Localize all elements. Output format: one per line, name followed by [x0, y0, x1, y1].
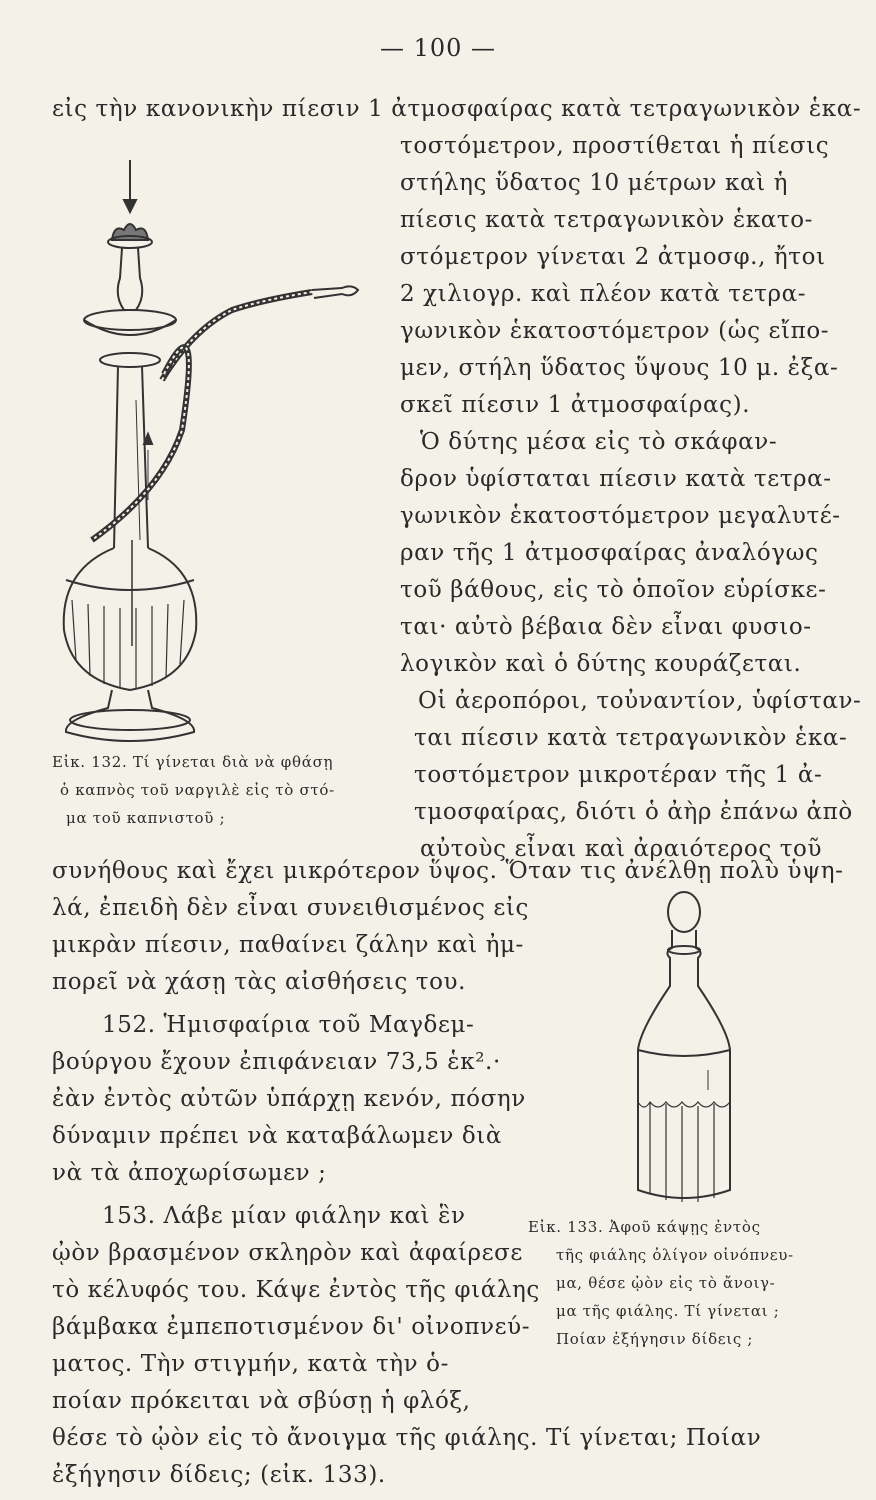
right-line: μεν, στήλη ὕδατος ὕψους 10 μ. ἐξα-	[400, 355, 839, 381]
problem-152-line: δύναμιν πρέπει νὰ καταβάλωμεν διὰ	[52, 1123, 503, 1149]
right-line: δρον ὑφίσταται πίεσιν κατὰ τετρα-	[400, 466, 832, 492]
problem-153-line: ᾠὸν βρασμένον σκληρὸν καὶ ἀφαίρεσε	[52, 1240, 523, 1266]
problem-153-line: τὸ κέλυφός του. Κάψε ἐντὸς τῆς φιάλης	[52, 1277, 540, 1303]
right-line: σκεῖ πίεσιν 1 ἀτμοσφαίρας).	[400, 392, 751, 418]
full-line: μικρὰν πίεσιν, παθαίνει ζάλην καὶ ἠμ-	[52, 932, 524, 958]
figure-133-bottle	[620, 890, 750, 1210]
figure-133-caption-line: Εἰκ. 133. Ἀφοῦ κάψῃς ἐντὸς	[528, 1218, 761, 1236]
full-line: λά, ἐπειδὴ δὲν εἶναι συνειθισμένος εἰς	[52, 895, 529, 921]
right-line: ται· αὐτὸ βέβαια δὲν εἶναι φυσιο-	[400, 614, 812, 640]
right-line: τοστόμετρον, προστίθεται ἡ πίεσις	[400, 133, 830, 159]
top-line: εἰς τὴν κανονικὴν πίεσιν 1 ἀτμοσφαίρας κατὰ τετραγωνικὸν ἑκα-	[52, 96, 862, 122]
right-line: ραν τῆς 1 ἀτμοσφαίρας ἀναλόγως	[400, 540, 819, 566]
right-line: αὐτοὺς εἶναι καὶ ἀραιότερος τοῦ	[420, 836, 823, 862]
problem-153-line: ποίαν πρόκειται νὰ σβύσῃ ἡ φλόξ,	[52, 1388, 471, 1414]
figure-132-narghile	[52, 160, 392, 750]
problem-152-line: νὰ τὰ ἀποχωρίσωμεν ;	[52, 1160, 327, 1186]
problem-153-line: ματος. Τὴν στιγμήν, κατὰ τὴν ὁ-	[52, 1351, 449, 1377]
problem-152-heading: 152. Ἡμισφαίρια τοῦ Μαγδεμ-	[102, 1012, 475, 1038]
paragraph-start: Οἱ ἀεροπόροι, τοὐναντίον, ὑφίσταν-	[418, 688, 862, 714]
right-line: ται πίεσιν κατὰ τετραγωνικὸν ἑκα-	[414, 725, 848, 751]
problem-153-line: βάμβακα ἐμπεποτισμένον δι' οἰνοπνεύ-	[52, 1314, 531, 1340]
problem-153-heading: 153. Λάβε μίαν φιάλην καὶ ἓν	[102, 1203, 466, 1229]
final-line: ἐξήγησιν δίδεις; (εἰκ. 133).	[52, 1462, 386, 1488]
figure-132-caption-line: Εἰκ. 132. Τί γίνεται διὰ νὰ φθάσῃ	[52, 753, 334, 771]
right-line: τοῦ βάθους, εἰς τὸ ὁποῖον εὑρίσκε-	[400, 577, 827, 603]
figure-133-caption-line: τῆς φιάλης ὀλίγον οἰνόπνευ-	[556, 1246, 794, 1264]
right-line: 2 χιλιογρ. καὶ πλέον κατὰ τετρα-	[400, 281, 807, 307]
paragraph-start: Ὁ δύτης μέσα εἰς τὸ σκάφαν-	[420, 429, 778, 455]
full-line: συνήθους καὶ ἔχει μικρότερον ὕψος. Ὅταν τις ἀνέλθῃ πολὺ ὑψη-	[52, 858, 844, 884]
right-line: τμοσφαίρας, διότι ὁ ἀὴρ ἐπάνω ἀπὸ	[414, 799, 853, 825]
right-line: γωνικὸν ἑκατοστόμετρον μεγαλυτέ-	[400, 503, 841, 529]
page-number: — 100 —	[379, 34, 497, 62]
right-line: πίεσις κατὰ τετραγωνικὸν ἑκατο-	[400, 207, 814, 233]
right-line: γωνικὸν ἑκατοστόμετρον (ὡς εἴπο-	[400, 318, 830, 344]
right-line: στήλης ὕδατος 10 μέτρων καὶ ἡ	[400, 170, 789, 196]
final-line: θέσε τὸ ᾠὸν εἰς τὸ ἄνοιγμα τῆς φιάλης. Τί γίνεται; Ποίαν	[52, 1425, 762, 1451]
figure-132-caption-line: μα τοῦ καπνιστοῦ ;	[66, 809, 226, 827]
figure-133-caption-line: μα, θέσε ᾠὸν εἰς τὸ ἄνοιγ-	[556, 1274, 776, 1292]
full-line: πορεῖ νὰ χάσῃ τὰς αἰσθήσεις του.	[52, 969, 467, 995]
right-line: λογικὸν καὶ ὁ δύτης κουράζεται.	[400, 651, 802, 677]
problem-152-line: ἐὰν ἐντὸς αὐτῶν ὑπάρχῃ κενόν, πόσην	[52, 1086, 526, 1112]
right-line: τοστόμετρον μικροτέραν τῆς 1 ἀ-	[414, 762, 823, 788]
figure-133-caption-line: Ποίαν ἐξήγησιν δίδεις ;	[556, 1330, 754, 1348]
figure-132-caption-line: ὁ καπνὸς τοῦ ναργιλὲ εἰς τὸ στό-	[60, 781, 335, 799]
problem-152-line: βούργου ἔχουν ἐπιφάνειαν 73,5 ἑκ².·	[52, 1049, 501, 1075]
right-line: στόμετρον γίνεται 2 ἀτμοσφ., ἤτοι	[400, 244, 826, 270]
figure-133-caption-line: μα τῆς φιάλης. Τί γίνεται ;	[556, 1302, 780, 1320]
